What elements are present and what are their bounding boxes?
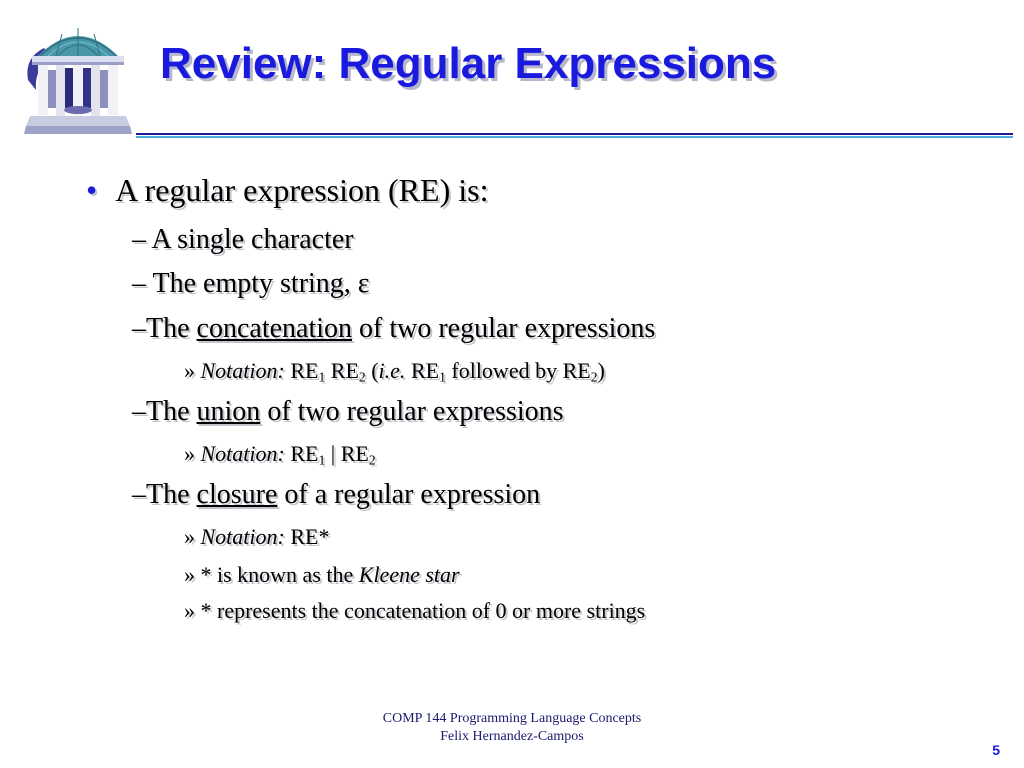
union-term: union — [196, 396, 261, 427]
page-number: 5 — [992, 742, 1000, 758]
subbullet-union — [132, 396, 564, 428]
concat-prefix: The — [146, 313, 197, 344]
concat-suffix: of two regular expressions — [352, 313, 656, 344]
kleene-star-note — [184, 562, 460, 588]
subbullet-empty-string — [132, 268, 370, 300]
union-prefix: The — [146, 396, 197, 427]
bullet-dot: • — [86, 172, 98, 208]
footer — [312, 710, 712, 746]
chevron-bullet: » — [184, 562, 195, 587]
subbullet-text: The empty string, ε — [152, 268, 370, 299]
star-represents-text: * represents the concatenation of 0 or more strings — [200, 598, 646, 623]
notation-label: Notation: — [200, 441, 285, 466]
notation-label: Notation: — [200, 358, 285, 383]
notation-closure — [184, 524, 329, 550]
union-bar: | — [330, 441, 336, 466]
union-suffix: of two regular expressions — [260, 396, 564, 427]
closure-prefix: The — [146, 479, 197, 510]
bullet-text: A regular expression (RE) is: — [115, 172, 489, 208]
chevron-bullet: » — [184, 524, 195, 549]
notation-label: Notation: — [200, 524, 285, 549]
subbullet-concatenation — [132, 313, 655, 345]
subbullet-single-character — [132, 224, 354, 256]
star-represents-note — [184, 598, 645, 624]
re-1: $RE_1$ — [290, 358, 326, 385]
bullet-regular-expression — [86, 172, 488, 209]
kleene-term: Kleene star — [358, 562, 460, 587]
re-1: $RE_1$ — [290, 441, 326, 468]
dash-bullet: – — [132, 396, 146, 427]
notation-union — [184, 441, 376, 467]
footer-course: COMP 144 Programming Language Concepts — [382, 711, 642, 726]
concatenation-term: concatenation — [196, 313, 353, 344]
kleene-prefix: * is known as the — [200, 562, 359, 587]
chevron-bullet: » — [184, 358, 195, 383]
chevron-bullet: » — [184, 441, 195, 466]
re-2: $RE_2$ — [340, 441, 376, 468]
notation-explanation: (i.e. $RE_1$ followed by $RE_2$) — [371, 358, 605, 385]
closure-suffix: of a regular expression — [277, 479, 541, 510]
chevron-bullet: » — [184, 598, 195, 623]
closure-term: closure — [196, 479, 278, 510]
re-2: $RE_2$ — [330, 358, 366, 385]
dash-bullet: – — [132, 313, 146, 344]
slide-title: Review: Regular Expressions — [160, 39, 777, 88]
footer-author: Felix Hernandez-Campos — [440, 729, 584, 744]
notation-concatenation — [184, 358, 605, 384]
closure-notation-value: RE* — [290, 524, 330, 549]
subbullet-text: A single character — [151, 224, 354, 255]
subbullet-closure — [132, 479, 540, 511]
dash-bullet: – — [132, 268, 146, 299]
dash-bullet: – — [132, 224, 146, 255]
dash-bullet: – — [132, 479, 146, 510]
